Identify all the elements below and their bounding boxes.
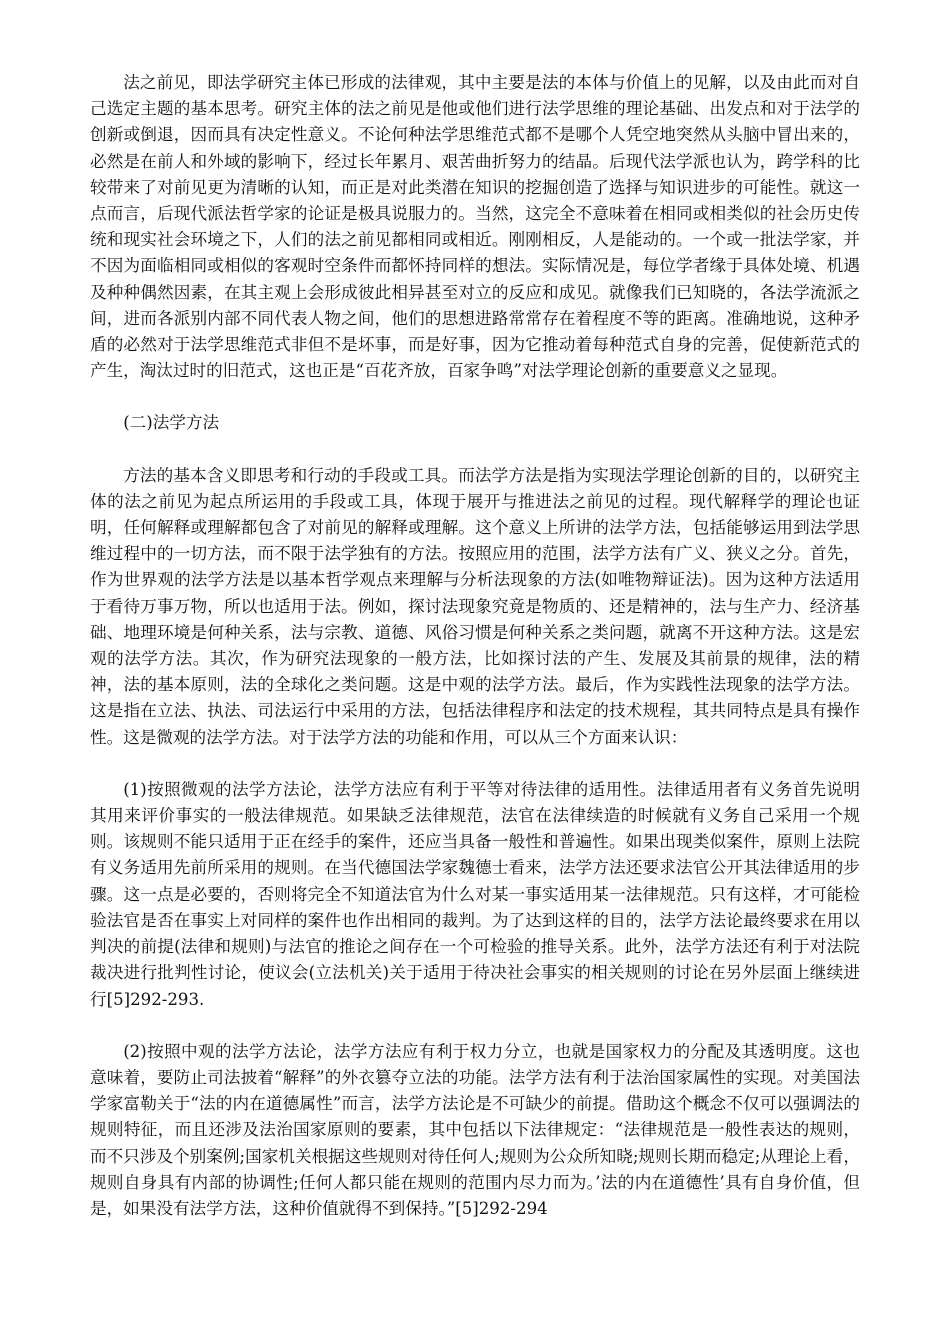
document-page — [90, 70, 860, 1248]
paragraph-legal-preconception: 法之前见，即法学研究主体已形成的法律观，其中主要是法的本体与价值上的见解，以及由此而对自己选定主题的基本思考。研究主体的法之前见是他或他们进行法学思维的理论基础、出发点和对于法学的创新或倒退，因而具有决定性意义。不论何种法学思维范式都不是哪个人凭空地突然从头脑中冒出来的，必然是在前人和外域的影响下，经过长年累月、艰苦曲折努力的结晶。后现代法学派也认为，跨学科的比较带来了对前见更为清晰的认知，而正是对此类潜在知识的挖掘创造了选择与知识进步的可能性。就这一点而言，后现代派法哲学家的论证是极具说服力的。当然，这完全不意味着在相同或相类似的社会历史传统和现实社会环境之下，人们的法之前见都相同或相近。刚刚相反，人是能动的。一个或一批法学家，并不因为面临相同或相似的客观时空条件而都怀持同样的想法。实际情况是，每位学者缘于具体处境、机遇及种种偶然因素，在其主观上会形成彼此相异甚至对立的反应和成见。就像我们已知晓的，各法学流派之间，进而各派别内部不同代表人物之间，他们的思想进路常常存在着程度不等的距离。准确地说，这种矛盾的必然对于法学思维范式非但不是坏事，而是好事，因为它推动着每种范式自身的完善，促使新范式的产生，淘汰过时的旧范式，这也正是“百花齐放，百家争鸣”对法学理论创新的重要意义之显现。 — [90, 73, 860, 381]
paragraph-micro-method: (1)按照微观的法学方法论，法学方法应有利于平等对待法律的适用性。法律适用者有义务首先说明其用来评价事实的一般法律规范。如果缺乏法律规范，法官在法律续造的时候就有义务自己采用一个规则。该规则不能只适用于正在经手的案件，还应当具备一般性和普遍性。如果出现类似案件，原则上法院有义务适用先前所采用的规则。在当代德国法学家魏德士看来，法学方法还要求法官公开其法律适用的步骤。这一点是必要的，否则将完全不知道法官为什么对某一事实适用某一法律规范。只有这样，才可能检验法官是否在事实上对同样的案件也作出相同的裁判。为了达到这样的目的，法学方法论最终要求在用以判决的前提(法律和规则)与法官的推论之间存在一个可检验的推导关系。此外，法学方法还有利于对法院裁决进行批判性讨论，使议会(立法机关)关于适用于待决社会事实的相关规则的讨论在另外层面上继续进行[5]292-293. — [90, 779, 860, 1009]
paragraph-meso-method: (2)按照中观的法学方法论，法学方法应有利于权力分立，也就是国家权力的分配及其透明度。这也意味着，要防止司法披着“解释”的外衣篡夺立法的功能。法学方法有利于法治国家属性的实现。对美国法学家富勒关于“法的内在道德属性”而言，法学方法论是不可缺少的前提。借助这个概念不仅可以强调法的规则特征，而且还涉及法治国家原则的要素，其中包括以下法律规定：“法律规范是一般性表达的规则，而不只涉及个别案例;国家机关根据这些规则对待任何人;规则为公众所知晓;规则长期而稳定;从理论上看，规则自身具有内部的协调性;任何人都只能在规则的范围内尽力而为。’法的内在道德性’具有自身价值，但是，如果没有法学方法，这种价值就得不到保持。”[5]292-294 — [90, 1041, 860, 1218]
paragraph-legal-method: 方法的基本含义即思考和行动的手段或工具。而法学方法是指为实现法学理论创新的目的，以研究主体的法之前见为起点所运用的手段或工具，体现于展开与推进法之前见的过程。现代解释学的理论也证明，任何解释或理解都包含了对前见的解释或理解。这个意义上所讲的法学方法，包括能够运用到法学思维过程中的一切方法，而不限于法学独有的方法。按照应用的范围，法学方法有广义、狭义之分。首先，作为世界观的法学方法是以基本哲学观点来理解与分析法现象的方法(如唯物辩证法)。因为这种方法适用于看待万事万物，所以也适用于法。例如，探讨法现象究竟是物质的、还是精神的，法与生产力、经济基础、地理环境是何种关系，法与宗教、道德、风俗习惯是何种关系之类问题，就离不开这种方法。这是宏观的法学方法。其次，作为研究法现象的一般方法，比如探讨法的产生、发展及其前景的规律，法的精神，法的基本原则，法的全球化之类问题。这是中观的法学方法。最后，作为实践性法现象的法学方法。这是指在立法、执法、司法运行中采用的方法，包括法律程序和法定的技术规程，其共同特点是具有操作性。这是微观的法学方法。对于法学方法的功能和作用，可以从三个方面来认识： — [90, 465, 860, 747]
section-heading-legal-method: (二)法学方法 — [123, 413, 220, 433]
